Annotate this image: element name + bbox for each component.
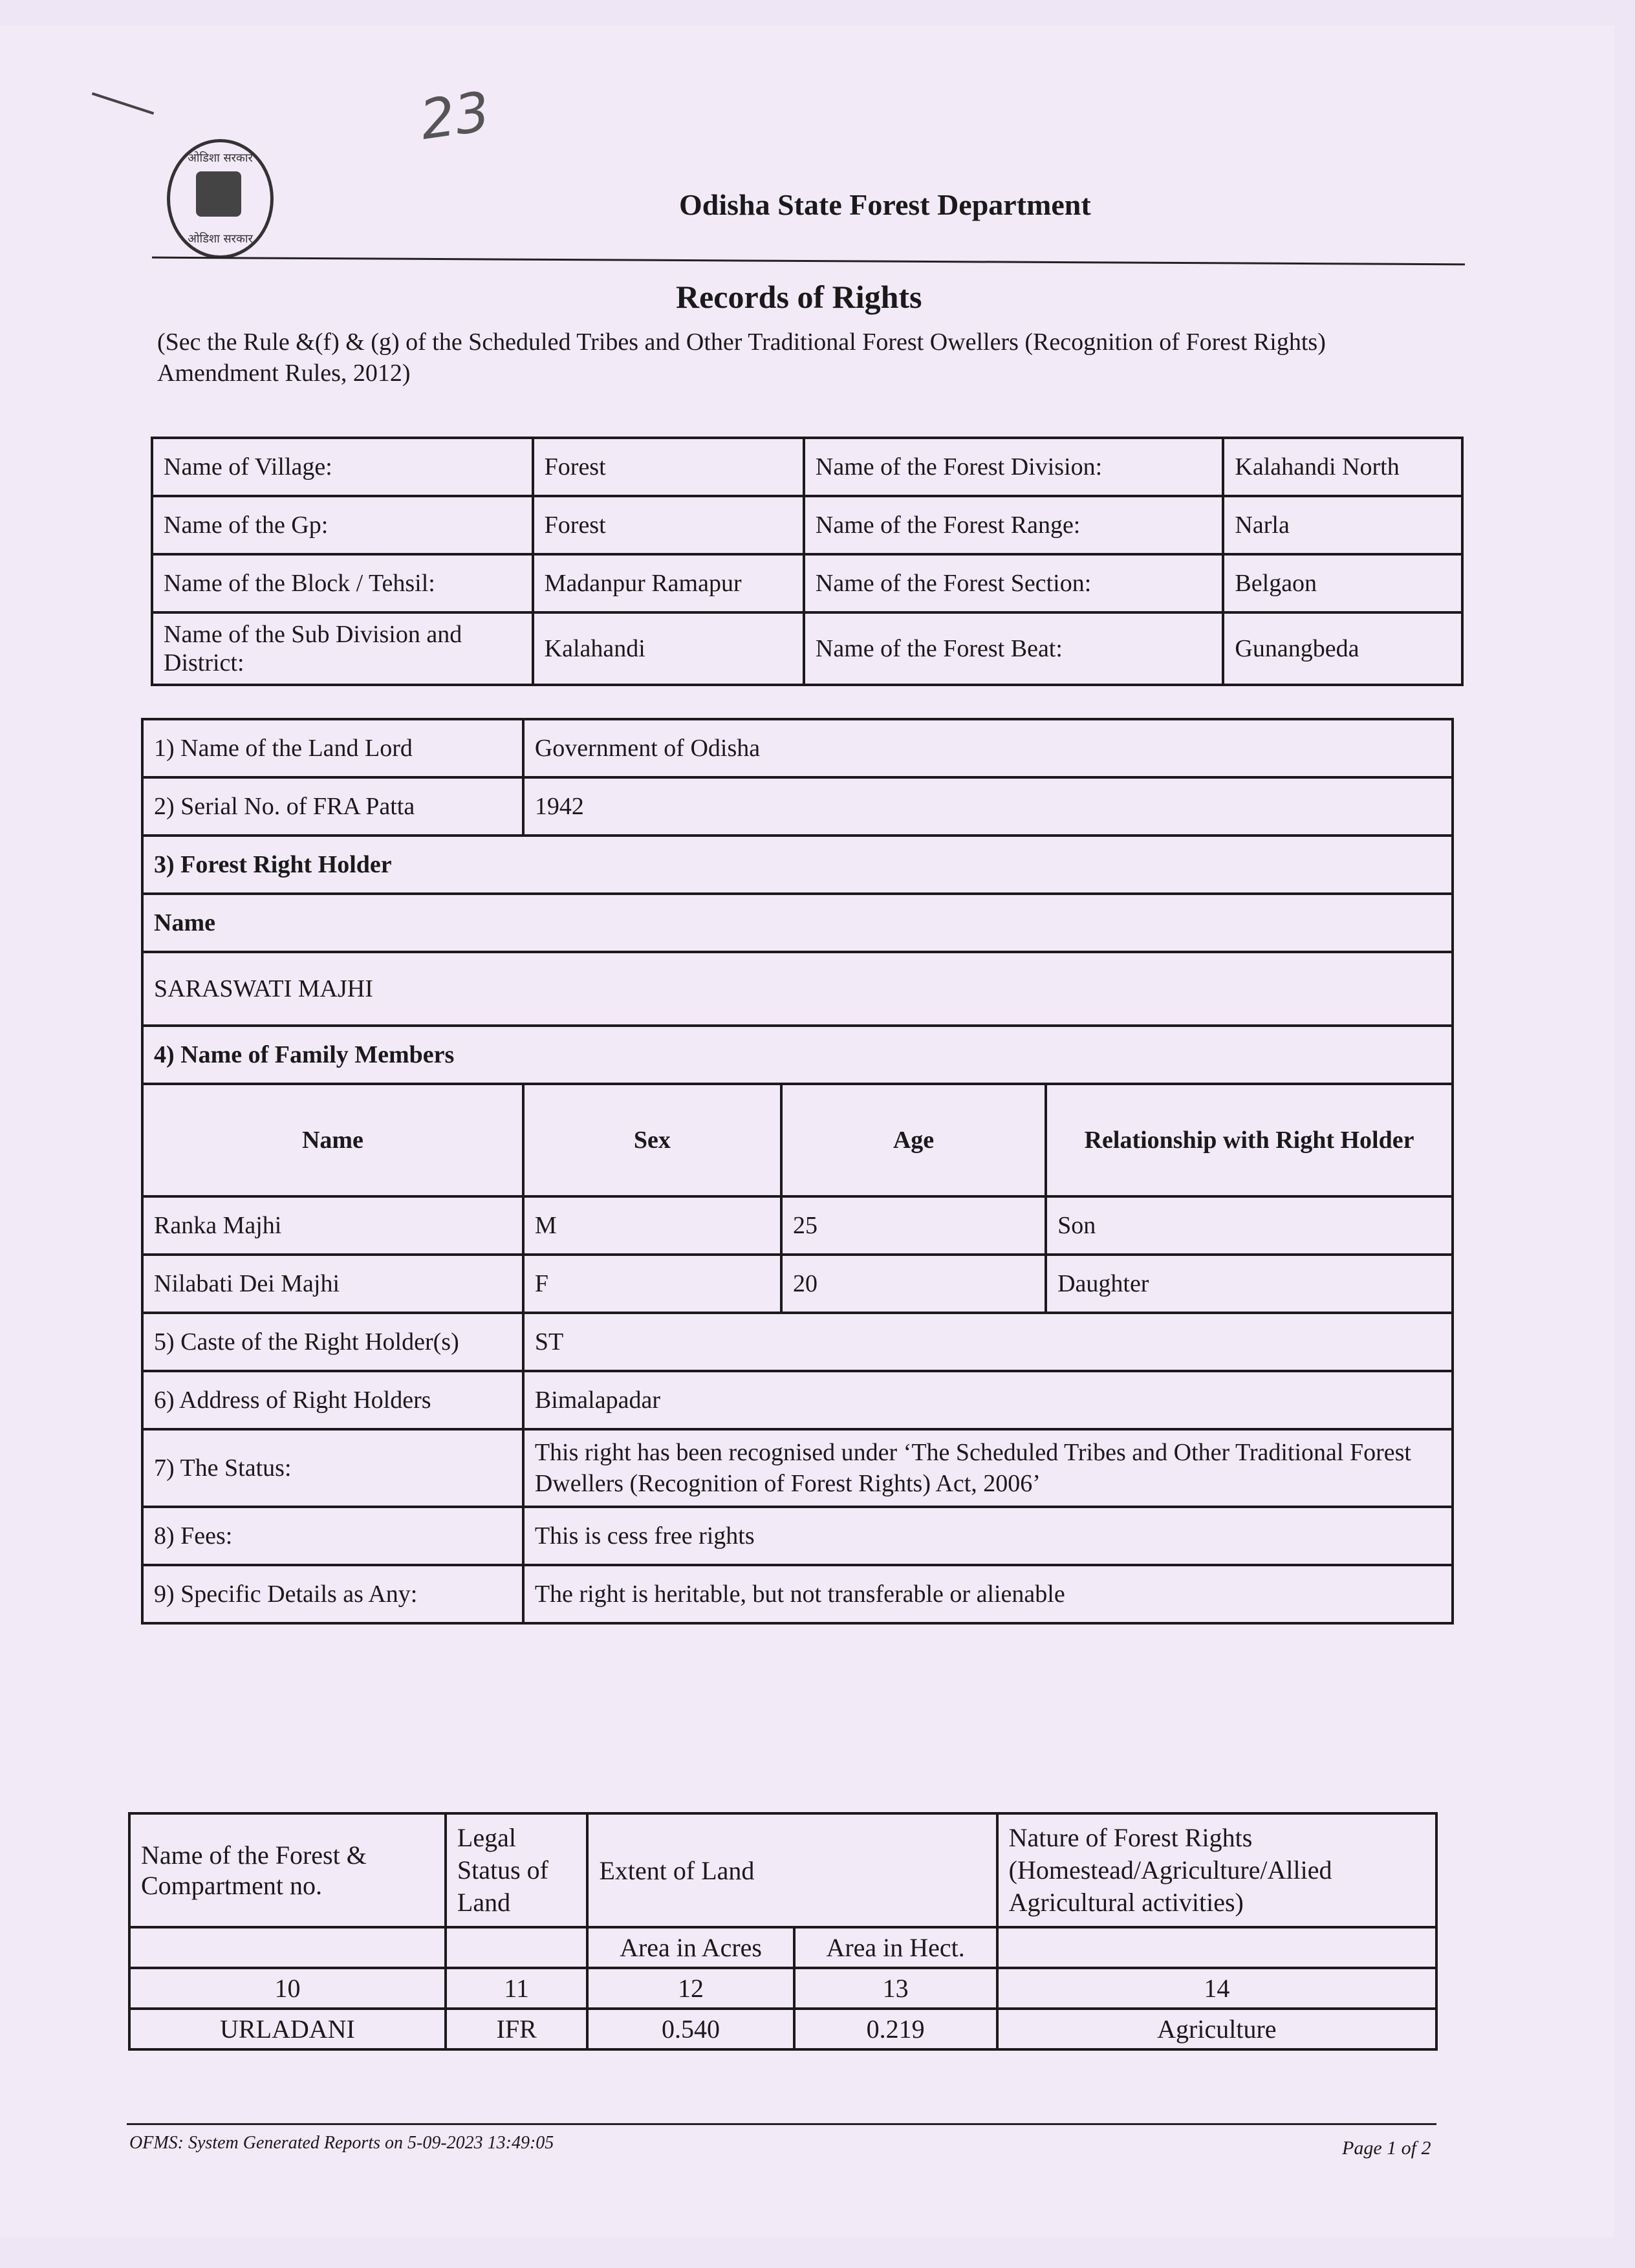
location-row [152, 496, 1462, 554]
family-member-sex: F [523, 1255, 781, 1313]
land-col-forest: Name of the Forest & Compartment no. [129, 1813, 446, 1927]
land-lord-label: 1) Name of the Land Lord [142, 719, 523, 777]
location-label: Name of Village: [152, 438, 533, 496]
location-row [152, 612, 1462, 685]
location-value: Gunangbeda [1223, 612, 1462, 685]
status-value: This right has been recognised under ‘The Scheduled Tribes and Other Traditional Forest Dwellers (Recognition of Forest Rights) Act, 2006’ [523, 1429, 1453, 1507]
specific-row [142, 1565, 1453, 1623]
land-col-number: 14 [997, 1968, 1436, 2009]
location-label: Name of the Forest Section: [804, 554, 1224, 612]
fees-row [142, 1507, 1453, 1565]
family-member-row [142, 1255, 1453, 1313]
family-member-name: Ranka Majhi [142, 1196, 523, 1255]
land-area-acres: 0.540 [587, 2009, 794, 2049]
right-holder-name-label: Name [142, 894, 1453, 952]
serial-row [142, 777, 1453, 836]
land-header-row [129, 1813, 1436, 1927]
family-member-sex: M [523, 1196, 781, 1255]
department-name: Odisha State Forest Department [679, 188, 1091, 221]
land-subheader-empty [446, 1927, 588, 1968]
serial-label: 2) Serial No. of FRA Patta [142, 777, 523, 836]
land-col-number: 10 [129, 1968, 446, 2009]
family-member-row [142, 1196, 1453, 1255]
right-holder-heading: 3) Forest Right Holder [142, 836, 1453, 894]
land-number-row [129, 1968, 1436, 2009]
land-data-row [129, 2009, 1436, 2049]
land-lord-row [142, 719, 1453, 777]
caste-row [142, 1313, 1453, 1371]
location-label: Name of the Block / Tehsil: [152, 554, 533, 612]
location-value: Madanpur Ramapur [533, 554, 804, 612]
rights-table [141, 718, 1454, 1625]
footer-divider [127, 2123, 1436, 2125]
land-col-number: 11 [446, 1968, 588, 2009]
land-col-number: 13 [794, 1968, 997, 2009]
right-holder-name: SARASWATI MAJHI [142, 952, 1453, 1026]
emblem-icon [196, 171, 241, 217]
document-subtitle: (Sec the Rule &(f) & (g) of the Scheduled Tribes and Other Traditional Forest Owellers (Recognition of Forest Rights) Amendment Rules, 2012) [157, 329, 1326, 387]
address-value: Bimalapadar [523, 1371, 1453, 1429]
header-divider [152, 257, 1465, 266]
land-col-number: 12 [587, 1968, 794, 2009]
location-table [151, 437, 1464, 686]
location-label: Name of the Forest Division: [804, 438, 1224, 496]
land-col-hect: Area in Hect. [794, 1927, 997, 1968]
fees-value: This is cess free rights [523, 1507, 1453, 1565]
family-col-name: Name [142, 1084, 523, 1196]
odisha-government-seal [167, 139, 274, 259]
family-heading: 4) Name of Family Members [142, 1026, 1453, 1084]
specific-label: 9) Specific Details as Any: [142, 1565, 523, 1623]
land-subheader-row [129, 1927, 1436, 1968]
document-page [0, 26, 1614, 2238]
address-row [142, 1371, 1453, 1429]
family-member-relationship: Son [1046, 1196, 1453, 1255]
land-col-legal: Legal Status of Land [446, 1813, 588, 1927]
land-col-acres: Area in Acres [587, 1927, 794, 1968]
caste-value: ST [523, 1313, 1453, 1371]
location-value: Kalahandi North [1223, 438, 1462, 496]
family-member-relationship: Daughter [1046, 1255, 1453, 1313]
location-value: Kalahandi [533, 612, 804, 685]
location-label: Name of the Forest Range: [804, 496, 1224, 554]
land-forest-name: URLADANI [129, 2009, 446, 2049]
fees-label: 8) Fees: [142, 1507, 523, 1565]
land-col-extent: Extent of Land [587, 1813, 997, 1927]
location-value: Narla [1223, 496, 1462, 554]
address-label: 6) Address of Right Holders [142, 1371, 523, 1429]
family-member-age: 25 [781, 1196, 1046, 1255]
location-value: Forest [533, 496, 804, 554]
land-lord-value: Government of Odisha [523, 719, 1453, 777]
family-member-name: Nilabati Dei Majhi [142, 1255, 523, 1313]
location-label: Name of the Gp: [152, 496, 533, 554]
document-title: Records of Rights [676, 279, 922, 315]
location-row [152, 554, 1462, 612]
land-col-nature: Nature of Forest Rights (Homestead/Agriculture/Allied Agricultural activities) [997, 1813, 1436, 1927]
location-value: Belgaon [1223, 554, 1462, 612]
location-row [152, 438, 1462, 496]
location-label: Name of the Forest Beat: [804, 612, 1224, 685]
location-value: Forest [533, 438, 804, 496]
page-number: Page 1 of 2 [1342, 2137, 1431, 2159]
handwritten-page-number: 23 [416, 80, 494, 152]
family-header-row [142, 1084, 1453, 1196]
right-holder-name-row [142, 952, 1453, 1026]
family-heading-row [142, 1026, 1453, 1084]
pen-mark [92, 92, 154, 115]
land-subheader-empty [129, 1927, 446, 1968]
status-row [142, 1429, 1453, 1507]
family-member-age: 20 [781, 1255, 1046, 1313]
land-nature: Agriculture [997, 2009, 1436, 2049]
seal-text-bottom: ओडिशा सरकार [188, 232, 253, 246]
family-col-age: Age [781, 1084, 1046, 1196]
land-area-hect: 0.219 [794, 2009, 997, 2049]
family-col-relationship: Relationship with Right Holder [1046, 1084, 1453, 1196]
seal-text-top: ओडिशा सरकार [188, 151, 253, 165]
land-table [128, 1812, 1438, 2051]
status-label: 7) The Status: [142, 1429, 523, 1507]
location-label: Name of the Sub Division and District: [152, 612, 533, 685]
footer-generated-note: OFMS: System Generated Reports on 5-09-2023 13:49:05 [129, 2133, 554, 2153]
specific-value: The right is heritable, but not transferable or alienable [523, 1565, 1453, 1623]
right-holder-name-label-row [142, 894, 1453, 952]
family-col-sex: Sex [523, 1084, 781, 1196]
land-subheader-empty [997, 1927, 1436, 1968]
caste-label: 5) Caste of the Right Holder(s) [142, 1313, 523, 1371]
land-legal-status: IFR [446, 2009, 588, 2049]
right-holder-heading-row [142, 836, 1453, 894]
serial-value: 1942 [523, 777, 1453, 836]
